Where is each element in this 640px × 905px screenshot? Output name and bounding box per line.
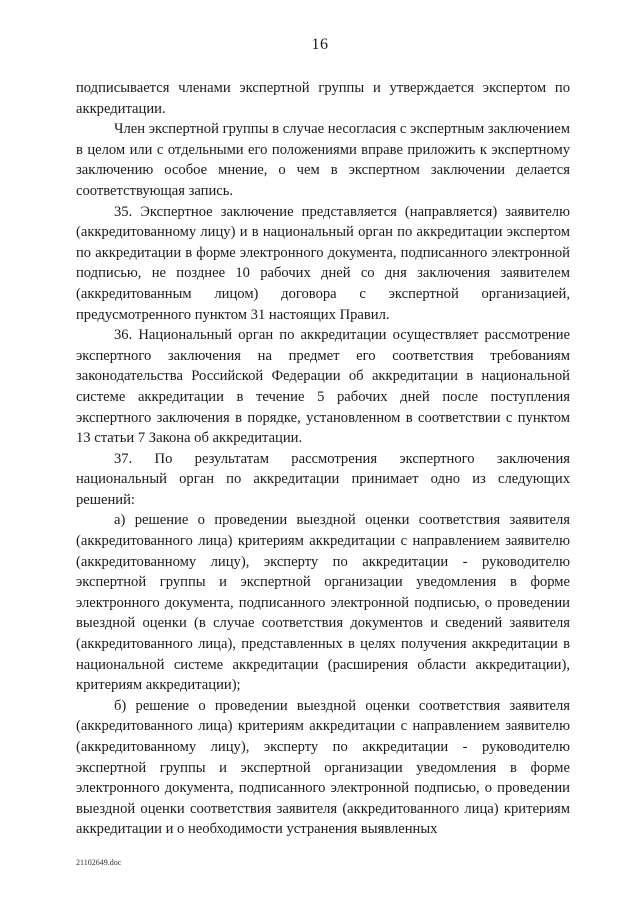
page-number: 16	[311, 36, 329, 53]
paragraph-37-b: б) решение о проведении выездной оценки соответствия заявителя (аккредитованного лица) критериям аккредитации с направлением заявителю (аккредитованному лицу), эксперту по аккредитации - руководителю экспертной группы и экспертной организации уведомления в форме электронного документа, подписанного электронной подписью, о проведении выездной оценки соответствия заявителя (аккредитованного лица) критериям аккредитации и о необходимости устранения выявленных	[76, 697, 570, 838]
paragraph-dissent: Член экспертной группы в случае несогласия с экспертным заключением в целом или с отдельными его положениями вправе приложить к экспертному заключению особое мнение, о чем в экспертном заключении делается соответствующая запись.	[76, 121, 570, 199]
paragraph-37: 37. По результатам рассмотрения экспертного заключения национальный орган по аккредитации принимает одно из следующих решений:	[76, 450, 570, 508]
paragraph-continuation: подписывается членами экспертной группы и утверждается экспертом по аккредитации.	[76, 80, 570, 117]
paragraph-35: 35. Экспертное заключение представляется (направляется) заявителю (аккредитованному лицу) и в национальный орган по аккредитации экспертом по аккредитации в форме электронного документа, подписанного электронной подписью, не позднее 10 рабочих дней со дня заключения заявителем (аккредитованным лицом) договора с экспертной организацией, предусмотренного пунктом 31 настоящих Правил.	[76, 203, 570, 323]
document-body	[76, 78, 570, 840]
paragraph-36: 36. Национальный орган по аккредитации осуществляет рассмотрение экспертного заключения на предмет его соответствия требованиям законодательства Российской Федерации об аккредитации в национальной системе аккредитации в течение 5 рабочих дней после поступления экспертного заключения в порядке, установленном в соответствии с пунктом 13 статьи 7 Закона об аккредитации.	[76, 327, 570, 447]
footer-file-code: 21102649.doc	[76, 858, 122, 867]
paragraph-37-a: а) решение о проведении выездной оценки соответствия заявителя (аккредитованного лица) критериям аккредитации с направлением заявителю (аккредитованному лицу), эксперту по аккредитации - руководителю экспертной группы и экспертной организации уведомления в форме электронного документа, подписанного электронной подписью, о проведении выездной оценки (в случае соответствия документов и сведений заявителя (аккредитованного лица), представленных в целях получения аккредитации в национальной системе аккредитации (расширения области аккредитации), критериям аккредитации);	[76, 512, 570, 694]
